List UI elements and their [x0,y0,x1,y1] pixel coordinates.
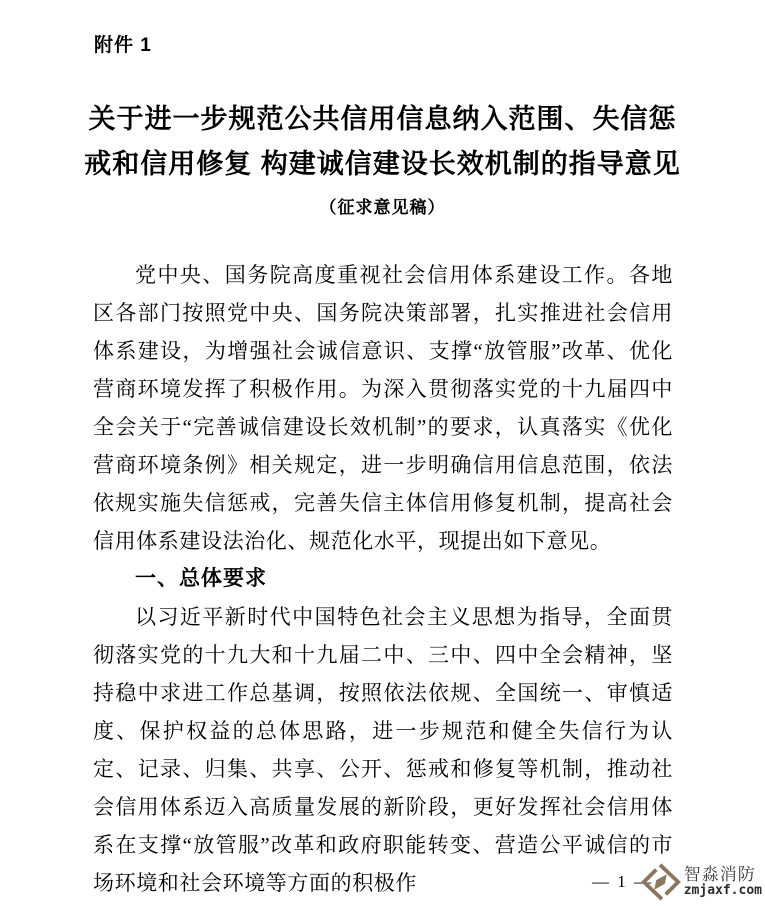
document-title-line-2: 戒和信用修复 构建诚信建设长效机制的指导意见 [84,149,681,179]
watermark-diamond-logo-icon [640,861,682,903]
section-heading-1: 一、总体要求 [135,567,267,590]
paragraph-2: 以习近平新时代中国特色社会主义思想为指导，全面贯彻落实党的十九大和十九届二中、三中、四中全会精神，坚持稳中求进工作总基调，按照依法依规、全国统一、审慎适度、保护权益的总体思路，进一步规范和健全失信行为认定、记录、归集、共享、公开、惩戒和修复等机制，推动社会信用体系迈入高质量发展的新阶段，更好发挥社会信用体系在支撑“放管服”改革和政府职能转变、营造公平诚信的市场环境和社会环境等方面的积极作 [93,605,673,895]
watermark [640,861,762,903]
attachment-label: 附件 1 [94,35,152,56]
document-body [93,256,673,902]
document-title-line-1: 关于进一步规范公共信用信息纳入范围、失信惩 [88,104,677,134]
paragraph-1: 党中央、国务院高度重视社会信用体系建设工作。各地区各部门按照党中央、国务院决策部署，扎实推进社会信用体系建设，为增强社会诚信意识、支撑“放管服”改革、优化营商环境发挥了积极作用。为深入贯彻落实党的十九届四中全会关于“完善诚信建设长效机制”的要求，认真落实《优化营商环境条例》相关规定，进一步明确信用信息范围，依法依规实施失信惩戒，完善失信主体信用修复机制，提高社会信用体系建设法治化、规范化水平，现提出如下意见。 [93,263,673,553]
document-title [0,97,765,187]
page-number: — 1 — [592,872,653,891]
watermark-domain: zmjaxf.com [683,883,762,899]
watermark-text [684,866,762,897]
watermark-brand-name: 智淼消防 [683,865,756,885]
document-subtitle: （征求意见稿） [319,198,446,217]
